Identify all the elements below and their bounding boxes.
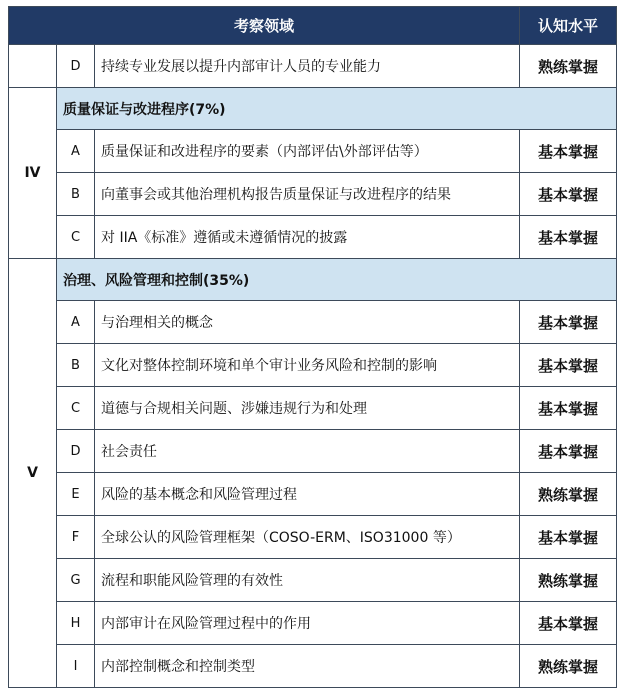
- item-level: 基本掌握: [520, 344, 617, 387]
- table-row: [9, 516, 617, 559]
- syllabus-table-container: [8, 6, 616, 696]
- item-level: 熟练掌握: [520, 45, 617, 88]
- table-row: [9, 216, 617, 259]
- item-topic: 内部审计在风险管理过程中的作用: [95, 602, 520, 645]
- item-code: I: [57, 645, 95, 688]
- part-label-v: V: [9, 259, 57, 688]
- item-topic: 风险的基本概念和风险管理过程: [95, 473, 520, 516]
- item-topic: 质量保证和改进程序的要素（内部评估\外部评估等）: [95, 130, 520, 173]
- item-code: D: [57, 430, 95, 473]
- table-row: [9, 344, 617, 387]
- item-code: D: [57, 45, 95, 88]
- header-area: 考察领域: [9, 7, 520, 45]
- item-topic: 与治理相关的概念: [95, 301, 520, 344]
- part-label-iv: IV: [9, 88, 57, 259]
- table-row: [9, 45, 617, 88]
- item-code: C: [57, 387, 95, 430]
- section-row-iv: [9, 88, 617, 130]
- item-topic: 全球公认的风险管理框架（COSO-ERM、ISO31000 等）: [95, 516, 520, 559]
- item-topic: 社会责任: [95, 430, 520, 473]
- table-row: [9, 301, 617, 344]
- item-topic: 内部控制概念和控制类型: [95, 645, 520, 688]
- item-level: 基本掌握: [520, 602, 617, 645]
- item-level: 熟练掌握: [520, 559, 617, 602]
- table-header-row: [9, 7, 617, 45]
- section-title-iv: 质量保证与改进程序(7%): [57, 88, 617, 130]
- item-topic: 向董事会或其他治理机构报告质量保证与改进程序的结果: [95, 173, 520, 216]
- item-topic: 对 IIA《标准》遵循或未遵循情况的披露: [95, 216, 520, 259]
- table-row: [9, 473, 617, 516]
- item-code: B: [57, 173, 95, 216]
- table-row: [9, 130, 617, 173]
- item-level: 基本掌握: [520, 173, 617, 216]
- item-code: B: [57, 344, 95, 387]
- item-code: A: [57, 130, 95, 173]
- item-level: 基本掌握: [520, 430, 617, 473]
- item-code: H: [57, 602, 95, 645]
- table-row: [9, 559, 617, 602]
- item-topic: 道德与合规相关问题、涉嫌违规行为和处理: [95, 387, 520, 430]
- syllabus-table: [8, 6, 617, 688]
- item-topic: 持续专业发展以提升内部审计人员的专业能力: [95, 45, 520, 88]
- item-level: 熟练掌握: [520, 473, 617, 516]
- item-code: F: [57, 516, 95, 559]
- item-level: 基本掌握: [520, 387, 617, 430]
- table-row: [9, 173, 617, 216]
- table-row: [9, 430, 617, 473]
- item-code: E: [57, 473, 95, 516]
- header-level: 认知水平: [520, 7, 617, 45]
- item-level: 基本掌握: [520, 130, 617, 173]
- item-code: G: [57, 559, 95, 602]
- item-level: 熟练掌握: [520, 645, 617, 688]
- section-row-v: [9, 259, 617, 301]
- table-row: [9, 602, 617, 645]
- item-code: C: [57, 216, 95, 259]
- item-code: A: [57, 301, 95, 344]
- item-level: 基本掌握: [520, 516, 617, 559]
- item-topic: 流程和职能风险管理的有效性: [95, 559, 520, 602]
- table-row: [9, 387, 617, 430]
- table-row: [9, 645, 617, 688]
- part-cell-empty: [9, 45, 57, 88]
- item-level: 基本掌握: [520, 301, 617, 344]
- item-topic: 文化对整体控制环境和单个审计业务风险和控制的影响: [95, 344, 520, 387]
- section-title-v: 治理、风险管理和控制(35%): [57, 259, 617, 301]
- item-level: 基本掌握: [520, 216, 617, 259]
